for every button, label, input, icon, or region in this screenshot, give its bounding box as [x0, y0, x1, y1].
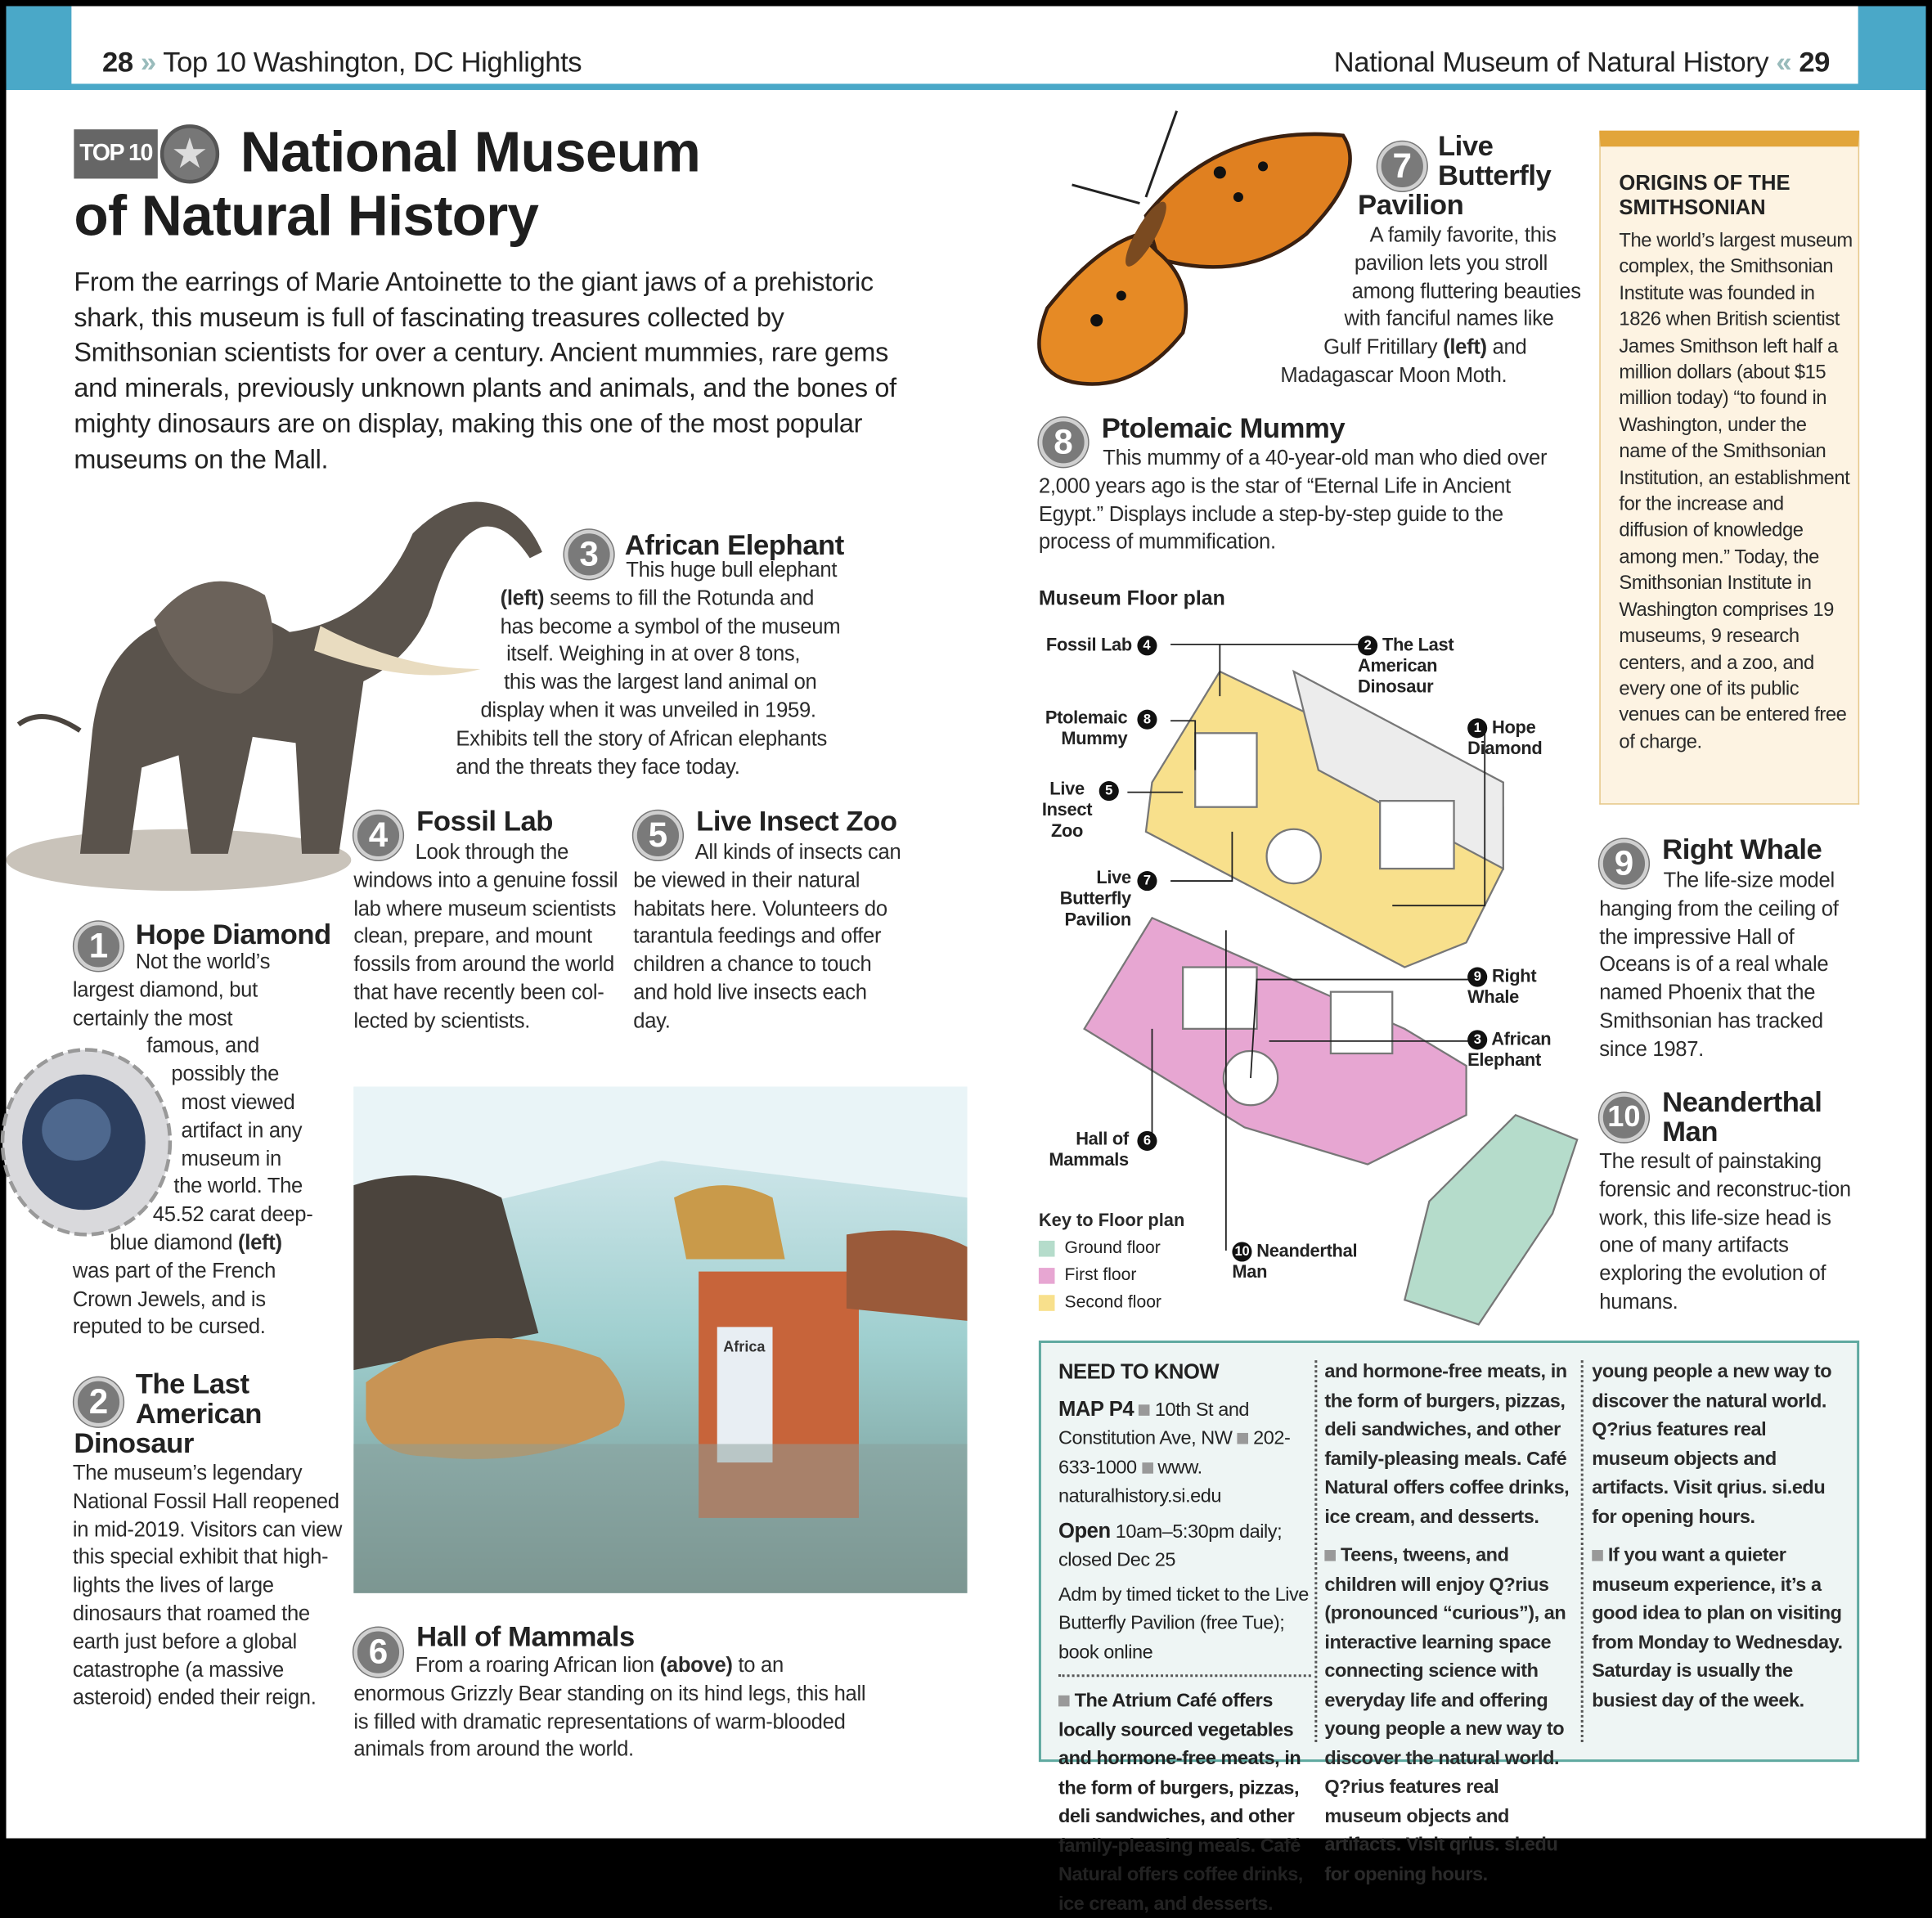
number-badge-4: 4	[353, 811, 402, 860]
text-line: Not the world’s	[135, 950, 271, 974]
text-line: Gulf Fritillary (left) and	[1323, 335, 1527, 359]
sidebar-text: The world’s largest museum complex, the Smithsonian Institute was founded in 1826 when British scientist James Smithson left half a million dollars (about $15 million today) “to found in Washington, under the name of the Smithsonian Institution, an establishment for the increase and diffusion of knowledge among men.” Today, the Smithsonian Institute in Washington comprises 19 museums, 9 research centers, and a zoo, and every one of its public venues can be entered free of charge.	[1619, 230, 1853, 752]
website-link[interactable]: www. naturalhistory.si.edu	[1058, 1457, 1222, 1507]
left-tab-bar	[7, 7, 72, 90]
tip-cafe: The Atrium Café offers locally sourced vegetables and hormone-free meats, in the form of burgers, pizzas, deli sandwiches, and other family-pleasing meals. Café Natural offers coffee drinks, ice cream, and desserts.	[1058, 1690, 1303, 1915]
key-first-floor: First floor	[1039, 1260, 1184, 1287]
swatch	[1039, 1268, 1055, 1284]
right-page-number: 29	[1799, 45, 1831, 78]
number-dot: 10	[1232, 1242, 1251, 1262]
text-line: display when it was unveiled in 1959.	[480, 698, 816, 722]
text-line: famous, and	[146, 1034, 259, 1058]
heading-live-insect-zoo: Live Insect Zoo	[696, 804, 897, 837]
text-line: this was the largest land animal on	[504, 670, 817, 694]
floor-plan-label-last-american-dinosaur: 2 The Last American Dinosaur	[1358, 636, 1454, 698]
floor-plan-label-hall-of-mammals: Hall of Mammals	[1049, 1130, 1129, 1171]
hope-diamond-image	[0, 1044, 185, 1241]
need-to-know-column-2: and hormone-free meats, in the form of burgers, pizzas, deli sandwiches, and other family-pleasing meals. Café Natural offers coffee drinks, ice cream, and desserts. Teens, tweens, and children will enjoy Q?rius (pronounced “curious”), an interactive learning space connecting science with everyday life and offering young people a new way to discover the natural world. Q?rius features real museum objects and artifacts. Visit qrius. si.edu for opening hours.	[1324, 1361, 1570, 1885]
text-line: blue diamond (left)	[110, 1230, 282, 1255]
need-to-know-title: NEED TO KNOW	[1058, 1360, 1220, 1384]
need-to-know-column-3: young people a new way to discover the natural world. Q?rius features real museum objects and artifacts. Visit qrius. si.edu for opening hours. If you want a quieter museum experience, it’s a good idea to plan on visiting from Monday to Wednesday. Saturday is usually the busiest day of the week.	[1592, 1361, 1843, 1711]
text-line: Exhibits tell the story of African elephants	[456, 726, 828, 751]
need-to-know-box	[1039, 1341, 1859, 1915]
text-line: most viewed	[181, 1090, 295, 1114]
text-fossil-lab: Look through the windows into a genuine fossil lab where museum scientists clean, prepare, and mount fossils from around the world that have recently been col-lected by scientists.	[353, 840, 618, 1033]
text-line: the world. The	[173, 1175, 303, 1198]
sidebar-title: ORIGINS OF THE SMITHSONIAN	[1619, 171, 1790, 220]
floor-plan-key	[1039, 1211, 1184, 1315]
swatch	[1039, 1295, 1055, 1311]
floor-plan-label-fossil-lab: Fossil Lab 4	[1046, 636, 1157, 657]
text-line: possibly the	[171, 1062, 280, 1086]
heading-line: The Last	[135, 1368, 249, 1400]
heading-the-last-american-dinosaur	[74, 1368, 263, 1459]
heading-fossil-lab: Fossil Lab	[416, 804, 553, 837]
heading-african-elephant: African Elephant	[624, 528, 844, 561]
floor-plan-label-neanderthal-man: 10 Neanderthal Man	[1232, 1242, 1358, 1283]
text-line: largest diamond, but	[72, 977, 258, 1002]
number-dot: 1	[1467, 718, 1487, 738]
number-badge-3: 3	[564, 530, 613, 579]
text-line: Crown Jewels, and is	[72, 1287, 266, 1311]
top10-badge: TOP 10	[74, 129, 157, 178]
heading-hope-diamond: Hope Diamond	[135, 918, 331, 950]
heading-live-butterfly-pavilion	[1358, 129, 1552, 221]
heading-hall-of-mammals: Hall of Mammals	[416, 1619, 635, 1653]
number-badge-5: 5	[633, 811, 682, 860]
text-line: among fluttering beauties	[1351, 279, 1581, 303]
number-dot: 7	[1137, 871, 1157, 891]
heading-line: Dinosaur	[74, 1426, 194, 1459]
number-dot: 6	[1137, 1131, 1157, 1151]
floor-plan-label-african-elephant: 3 African Elephant	[1467, 1030, 1552, 1071]
heading-line: American	[135, 1397, 263, 1430]
number-dot: 3	[1467, 1031, 1487, 1050]
origins-sidebar	[1599, 131, 1859, 805]
number-badge-7: 7	[1377, 141, 1427, 191]
number-dot: 9	[1467, 968, 1487, 987]
number-badge-9: 9	[1599, 839, 1648, 888]
heading-line: Pavilion	[1358, 188, 1464, 221]
text-line: has become a symbol of the museum	[500, 614, 841, 638]
hall-of-mammals-photo	[353, 1087, 967, 1593]
number-badge-10: 10	[1599, 1093, 1648, 1142]
admission: Adm by timed ticket to the Live Butterfly Pavilion (free Tue); book online	[1058, 1580, 1311, 1677]
tip-quieter-visit: If you want a quieter museum experience, it’s a good idea to plan on visiting from Monday to Wednesday. Saturday is usually the busiest day of the week.	[1592, 1545, 1843, 1711]
address: 10th St and Constitution Ave, NW	[1058, 1399, 1250, 1449]
right-section-title: National Museum of Natural History	[1333, 45, 1769, 78]
chevron-right-icon: »	[140, 45, 156, 78]
heading-ptolemaic-mummy: Ptolemaic Mummy	[1101, 411, 1346, 444]
header-rule	[7, 83, 1926, 90]
text-right-whale: The life-size model hanging from the ceiling of the impressive Hall of Oceans is of a real whale named Phoenix that the Smithsonian has tracked since 1987.	[1599, 869, 1839, 1061]
text-line: This huge bull elephant	[626, 558, 838, 582]
heading-neanderthal-man: Neanderthal Man	[1662, 1085, 1822, 1148]
heading-line: Live	[1437, 129, 1494, 162]
text-line: 45.52 carat deep-	[152, 1202, 313, 1227]
chevron-left-icon: «	[1776, 45, 1792, 78]
number-dot: 2	[1358, 636, 1377, 656]
need-to-know-column-1	[1058, 1358, 1311, 1915]
text-line: A family favorite, this	[1369, 222, 1557, 247]
number-badge-8: 8	[1039, 418, 1088, 467]
floor-plan-label-right-whale: 9 Right Whale	[1467, 967, 1537, 1008]
floor-plan-label-live-insect-zoo: Live Insect Zoo	[1041, 779, 1093, 842]
left-running-head	[102, 46, 582, 79]
text-line: (left) seems to fill the Rotunda and	[500, 586, 815, 610]
text-line: itself. Weighing in at over 8 tons,	[506, 642, 801, 667]
right-running-head	[1334, 46, 1830, 79]
text-ptolemaic-mummy: This mummy of a 40-year-old man who died over 2,000 years ago is the star of “Eternal Life in Ancient Egypt.” Displays include a step-by-step guide to the process of mummification.	[1038, 446, 1548, 554]
floor-plan-label-live-butterfly-pavilion: Live Butterfly Pavilion	[1059, 869, 1131, 931]
number-dot: 4	[1137, 636, 1157, 656]
key-second-floor: Second floor	[1039, 1287, 1184, 1314]
key-ground-floor: Ground floor	[1039, 1233, 1184, 1260]
key-title: Key to Floor plan	[1038, 1211, 1185, 1231]
text-neanderthal-man: The result of painstaking forensic and reconstruc-tion work, this life-size head is one of many artifacts exploring the evolution of humans.	[1599, 1149, 1851, 1314]
number-badge-6: 6	[353, 1628, 402, 1677]
page-title	[74, 119, 700, 248]
swatch	[1039, 1241, 1055, 1257]
title-line-2: of Natural History	[74, 183, 539, 248]
guidebook-spread	[7, 7, 1926, 1915]
text-the-last-american-dinosaur: The museum’s legendary National Fossil Hall reopened in mid-2019. Visitors can view this special exhibit that high-lights the lives of large dinosaurs that roamed the earth just before a global catastrophe (a massive asteroid) ended their reign.	[72, 1461, 343, 1709]
heading-right-whale: Right Whale	[1662, 833, 1822, 865]
text-line: with fanciful names like	[1344, 307, 1554, 331]
phone: 202-633-1000	[1058, 1427, 1291, 1478]
tip-qrius: Teens, tweens, and children will enjoy Q?rius (pronounced “curious”), an interactive learning space connecting science with everyday life and offering young people a new way to discover the natural world. Q?rius features real museum objects and artifacts. Visit qrius. si.edu for opening hours.	[1324, 1545, 1566, 1885]
text-line: museum in	[181, 1146, 281, 1170]
text-live-butterfly-pavilion	[1248, 222, 1581, 390]
number-dot: 5	[1099, 781, 1119, 801]
text-line: reputed to be cursed.	[72, 1314, 266, 1339]
text-line: Madagascar Moon Moth.	[1280, 363, 1507, 387]
title-line-1: National Museum	[240, 119, 701, 184]
text-line: certainly the most	[72, 1006, 233, 1030]
africa-sign: Africa	[723, 1338, 766, 1355]
star-icon: ★	[160, 124, 219, 183]
text-live-insect-zoo: All kinds of insects can be viewed in their natural habitats here. Volunteers do tarantula feedings and offer children a chance to touch and hold live insects each day.	[633, 840, 901, 1033]
intro-paragraph: From the earrings of Marie Antoinette to the giant jaws of a prehistoric shark, this museum is full of fascinating treasures collected by Smithsonian scientists for over a century. Ancient mummies, rare gems and minerals, previously unknown plants and animals, and the bones of mighty dinosaurs are on display, making this one of the most popular museums on the Mall.	[74, 267, 896, 474]
text-line: and the threats they face today.	[456, 754, 740, 779]
map-reference: MAP P4	[1058, 1396, 1134, 1421]
heading-line: Butterfly	[1437, 159, 1552, 191]
text-line: pavilion lets you stroll	[1354, 250, 1548, 275]
text-line: was part of the French	[72, 1259, 276, 1282]
left-section-title: Top 10 Washington, DC Highlights	[163, 45, 582, 78]
left-page-number: 28	[102, 45, 133, 78]
number-badge-1: 1	[74, 922, 123, 971]
number-dot: 8	[1137, 710, 1157, 730]
floor-plan-title: Museum Floor plan	[1038, 587, 1225, 610]
floor-plan-label-hope-diamond: 1 Hope Diamond	[1467, 718, 1543, 759]
open-label: Open	[1058, 1518, 1111, 1543]
opening-hours: 10am–5:30pm daily; closed Dec 25	[1058, 1520, 1283, 1571]
right-tab-bar	[1858, 7, 1926, 90]
number-badge-2: 2	[74, 1377, 123, 1426]
text-hall-of-mammals: From a roaring African lion (above) to an enormous Grizzly Bear standing on its hind legs, this hall is filled with dramatic representations of warm-blooded animals from around the world.	[353, 1653, 866, 1762]
text-line: artifact in any	[181, 1118, 303, 1143]
text-african-elephant	[456, 557, 840, 782]
floor-plan-label-ptolemaic-mummy: Ptolemaic Mummy	[1045, 708, 1128, 749]
